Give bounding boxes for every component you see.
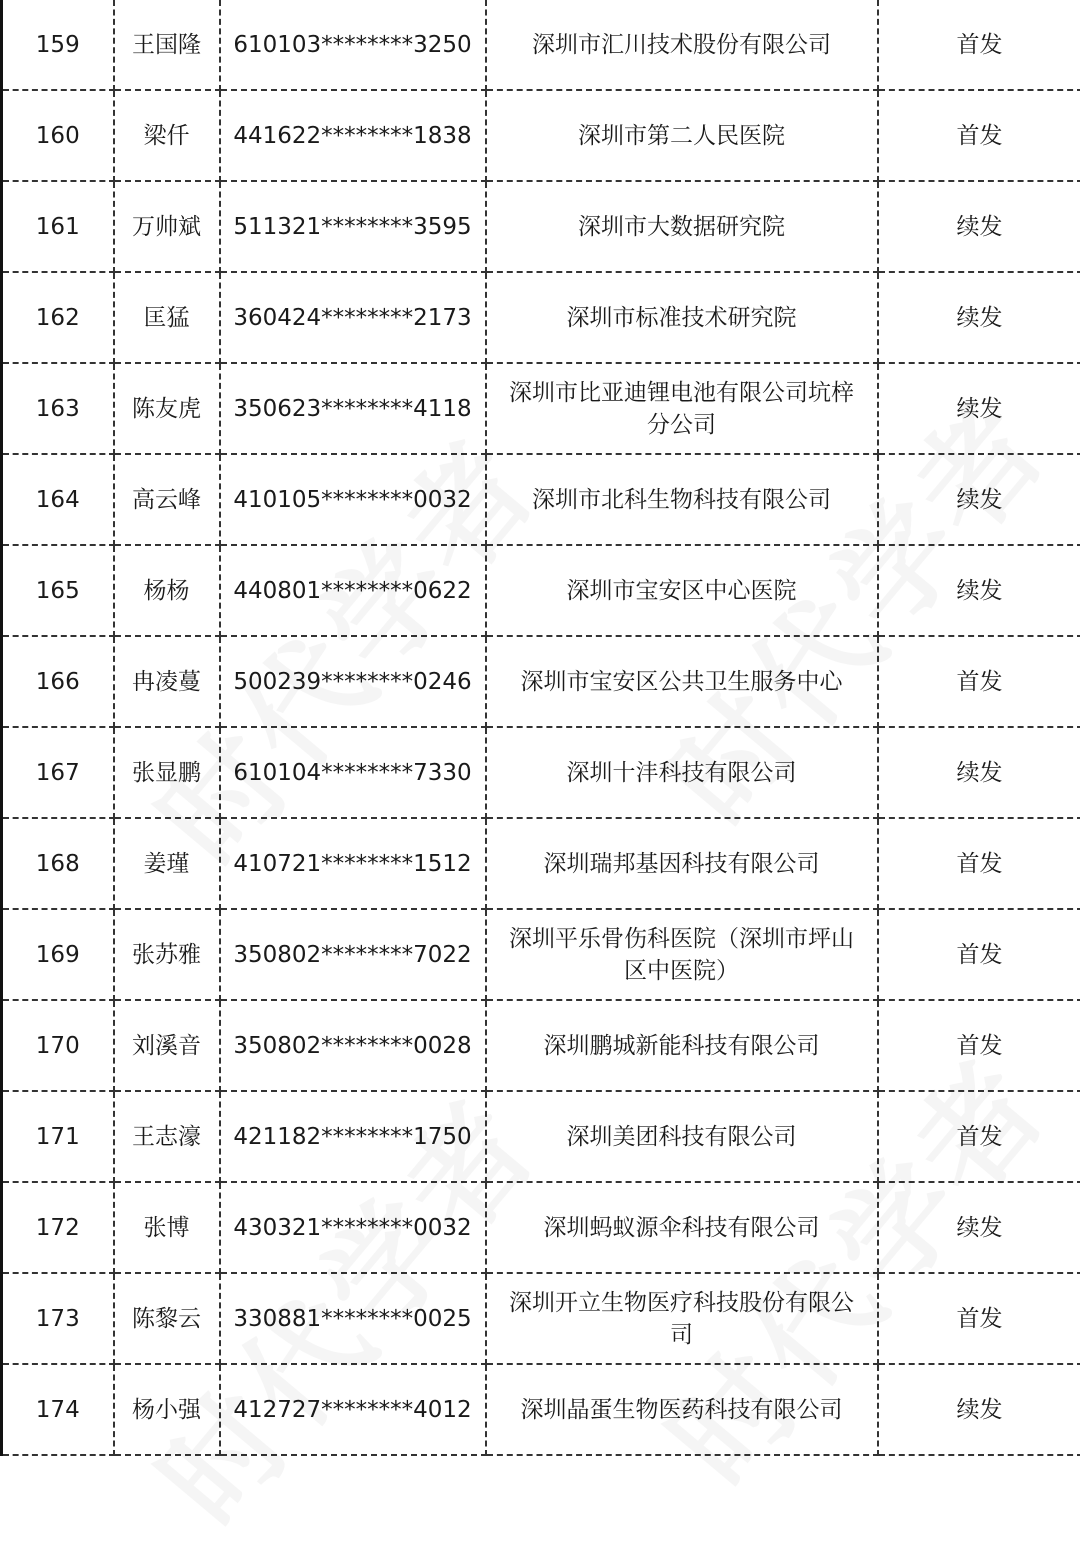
table-row — [2, 181, 1080, 272]
organization: 深圳瑞邦基因科技有限公司 — [486, 818, 878, 909]
issue-type: 首发 — [878, 1000, 1080, 1091]
organization: 深圳市标准技术研究院 — [486, 272, 878, 363]
table-row — [2, 0, 1080, 90]
issue-type: 续发 — [878, 1364, 1080, 1455]
issue-type: 续发 — [878, 727, 1080, 818]
id-number: 610104********7330 — [220, 727, 486, 818]
issue-type: 首发 — [878, 818, 1080, 909]
table-row — [2, 1091, 1080, 1182]
issue-type: 首发 — [878, 1091, 1080, 1182]
issue-type: 首发 — [878, 1273, 1080, 1364]
issue-type: 续发 — [878, 454, 1080, 545]
row-number: 161 — [2, 181, 114, 272]
person-name: 张博 — [114, 1182, 220, 1273]
table-row — [2, 90, 1080, 181]
row-number: 171 — [2, 1091, 114, 1182]
table-row — [2, 1273, 1080, 1364]
person-name: 冉凌蔓 — [114, 636, 220, 727]
person-name: 张显鹏 — [114, 727, 220, 818]
person-name: 梁仟 — [114, 90, 220, 181]
person-name: 王志濠 — [114, 1091, 220, 1182]
organization: 深圳市汇川技术股份有限公司 — [486, 0, 878, 90]
organization: 深圳鹏城新能科技有限公司 — [486, 1000, 878, 1091]
issue-type: 续发 — [878, 545, 1080, 636]
id-number: 500239********0246 — [220, 636, 486, 727]
person-name: 匡猛 — [114, 272, 220, 363]
organization: 深圳晶蛋生物医药科技有限公司 — [486, 1364, 878, 1455]
row-number: 163 — [2, 363, 114, 454]
issue-type: 续发 — [878, 272, 1080, 363]
id-number: 441622********1838 — [220, 90, 486, 181]
id-number: 440801********0622 — [220, 545, 486, 636]
id-number: 350623********4118 — [220, 363, 486, 454]
row-number: 169 — [2, 909, 114, 1000]
organization: 深圳蚂蚁源伞科技有限公司 — [486, 1182, 878, 1273]
organization: 深圳开立生物医疗科技股份有限公司 — [486, 1273, 878, 1364]
table-row — [2, 1364, 1080, 1455]
table-body — [2, 0, 1080, 1455]
id-number: 421182********1750 — [220, 1091, 486, 1182]
issue-type: 续发 — [878, 181, 1080, 272]
id-number: 511321********3595 — [220, 181, 486, 272]
person-name: 杨杨 — [114, 545, 220, 636]
table-row — [2, 363, 1080, 454]
row-number: 168 — [2, 818, 114, 909]
table-row — [2, 454, 1080, 545]
person-name: 张苏雅 — [114, 909, 220, 1000]
id-number: 350802********7022 — [220, 909, 486, 1000]
issue-type: 首发 — [878, 0, 1080, 90]
organization: 深圳市北科生物科技有限公司 — [486, 454, 878, 545]
table-row — [2, 727, 1080, 818]
organization: 深圳平乐骨伤科医院（深圳市坪山区中医院） — [486, 909, 878, 1000]
id-number: 410721********1512 — [220, 818, 486, 909]
organization: 深圳市第二人民医院 — [486, 90, 878, 181]
person-name: 姜瑾 — [114, 818, 220, 909]
table-row — [2, 1182, 1080, 1273]
organization: 深圳十沣科技有限公司 — [486, 727, 878, 818]
table-row — [2, 272, 1080, 363]
row-number: 170 — [2, 1000, 114, 1091]
id-number: 430321********0032 — [220, 1182, 486, 1273]
row-number: 174 — [2, 1364, 114, 1455]
table-row — [2, 545, 1080, 636]
person-name: 刘溪音 — [114, 1000, 220, 1091]
issue-type: 首发 — [878, 90, 1080, 181]
issue-type: 首发 — [878, 636, 1080, 727]
row-number: 172 — [2, 1182, 114, 1273]
id-number: 330881********0025 — [220, 1273, 486, 1364]
row-number: 160 — [2, 90, 114, 181]
organization: 深圳市宝安区中心医院 — [486, 545, 878, 636]
id-number: 350802********0028 — [220, 1000, 486, 1091]
person-name: 陈黎云 — [114, 1273, 220, 1364]
issue-type: 续发 — [878, 1182, 1080, 1273]
row-number: 159 — [2, 0, 114, 90]
row-number: 173 — [2, 1273, 114, 1364]
person-name: 王国隆 — [114, 0, 220, 90]
issue-type: 首发 — [878, 909, 1080, 1000]
person-name: 万帅斌 — [114, 181, 220, 272]
row-number: 166 — [2, 636, 114, 727]
organization: 深圳市宝安区公共卫生服务中心 — [486, 636, 878, 727]
person-name: 陈友虎 — [114, 363, 220, 454]
organization: 深圳美团科技有限公司 — [486, 1091, 878, 1182]
table-row — [2, 818, 1080, 909]
row-number: 164 — [2, 454, 114, 545]
id-number: 610103********3250 — [220, 0, 486, 90]
issue-type: 续发 — [878, 363, 1080, 454]
table-row — [2, 1000, 1080, 1091]
table-row — [2, 636, 1080, 727]
table-row — [2, 909, 1080, 1000]
row-number: 167 — [2, 727, 114, 818]
row-number: 165 — [2, 545, 114, 636]
person-name: 杨小强 — [114, 1364, 220, 1455]
id-number: 360424********2173 — [220, 272, 486, 363]
row-number: 162 — [2, 272, 114, 363]
organization: 深圳市大数据研究院 — [486, 181, 878, 272]
id-number: 412727********4012 — [220, 1364, 486, 1455]
id-number: 410105********0032 — [220, 454, 486, 545]
organization: 深圳市比亚迪锂电池有限公司坑梓分公司 — [486, 363, 878, 454]
person-name: 高云峰 — [114, 454, 220, 545]
